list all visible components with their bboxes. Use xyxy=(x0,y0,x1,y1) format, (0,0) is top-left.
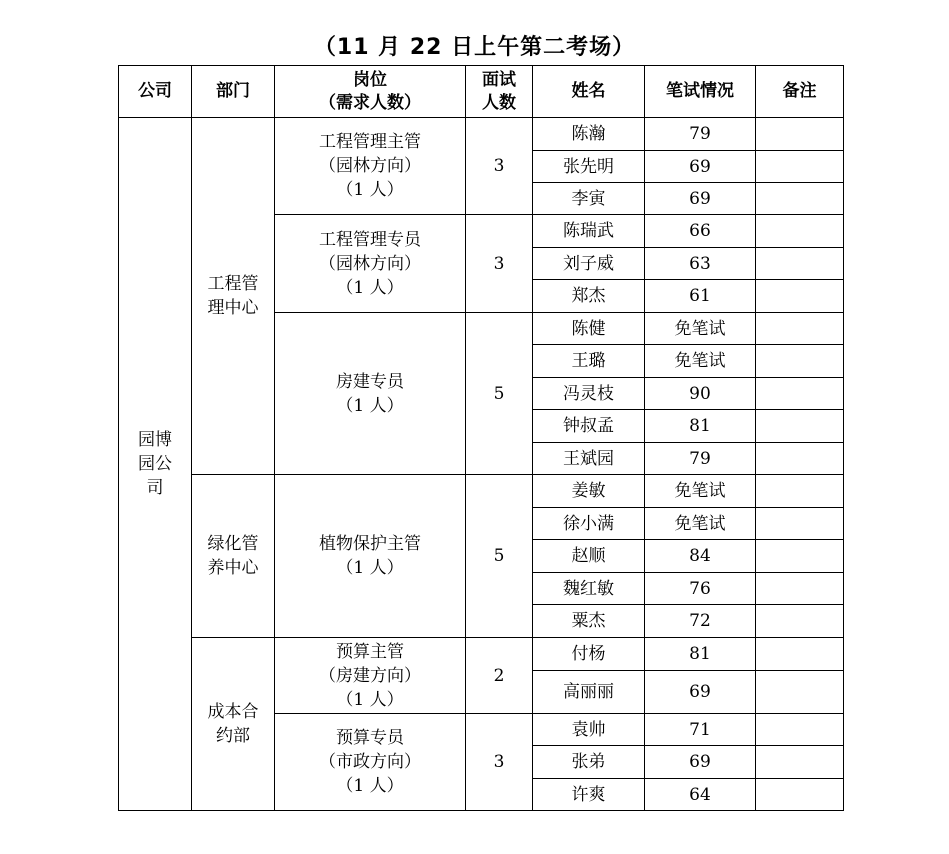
position-cell: 预算专员 （市政方向） （1 人） xyxy=(275,714,466,811)
candidate-name: 魏红敏 xyxy=(533,573,645,605)
candidate-name: 冯灵枝 xyxy=(533,378,645,410)
header-department: 部门 xyxy=(192,66,275,118)
candidate-remark xyxy=(756,248,844,280)
position-cell: 植物保护主管 （1 人） xyxy=(275,475,466,638)
candidate-name: 张先明 xyxy=(533,151,645,183)
header-remark: 备注 xyxy=(756,66,844,118)
interview-count-cell: 5 xyxy=(466,475,533,638)
candidate-name: 徐小满 xyxy=(533,508,645,540)
candidate-score: 免笔试 xyxy=(645,475,756,508)
interview-count-cell: 3 xyxy=(466,215,533,313)
candidate-score: 76 xyxy=(645,573,756,605)
candidate-name: 高丽丽 xyxy=(533,671,645,714)
candidate-remark xyxy=(756,508,844,540)
candidate-remark xyxy=(756,779,844,811)
position-cell: 房建专员 （1 人） xyxy=(275,313,466,475)
candidate-score: 免笔试 xyxy=(645,345,756,378)
interview-count-cell: 3 xyxy=(466,714,533,811)
candidate-name: 刘子威 xyxy=(533,248,645,280)
candidate-score: 69 xyxy=(645,746,756,779)
candidate-remark xyxy=(756,345,844,378)
header-row xyxy=(119,66,844,118)
department-cell: 成本合 约部 xyxy=(192,638,275,811)
candidate-name: 赵顺 xyxy=(533,540,645,573)
candidate-name: 李寅 xyxy=(533,183,645,215)
candidate-remark xyxy=(756,280,844,313)
company-cell: 园博 园公 司 xyxy=(119,118,192,811)
candidate-score: 71 xyxy=(645,714,756,746)
candidate-remark xyxy=(756,638,844,671)
candidate-name: 王璐 xyxy=(533,345,645,378)
header-interview-count: 面试 人数 xyxy=(466,66,533,118)
candidate-name: 粟杰 xyxy=(533,605,645,638)
candidate-name: 王斌园 xyxy=(533,443,645,475)
position-cell: 预算主管 （房建方向） （1 人） xyxy=(275,638,466,714)
page-title: （11 月 22 日上午第二考场） xyxy=(313,35,636,60)
candidate-score: 免笔试 xyxy=(645,508,756,540)
candidate-name: 许爽 xyxy=(533,779,645,811)
interview-count-cell: 5 xyxy=(466,313,533,475)
candidate-remark xyxy=(756,671,844,714)
candidate-remark xyxy=(756,540,844,573)
candidate-score: 63 xyxy=(645,248,756,280)
department-cell: 绿化管 养中心 xyxy=(192,475,275,638)
candidate-remark xyxy=(756,118,844,151)
table-row xyxy=(119,638,844,671)
position-cell: 工程管理专员 （园林方向） （1 人） xyxy=(275,215,466,313)
interview-count-cell: 3 xyxy=(466,118,533,215)
candidate-score: 69 xyxy=(645,151,756,183)
candidate-name: 姜敏 xyxy=(533,475,645,508)
candidate-score: 61 xyxy=(645,280,756,313)
table-row xyxy=(119,118,844,151)
exam-table xyxy=(118,65,844,811)
interview-count-cell: 2 xyxy=(466,638,533,714)
candidate-score: 79 xyxy=(645,443,756,475)
candidate-name: 陈健 xyxy=(533,313,645,345)
candidate-score: 72 xyxy=(645,605,756,638)
candidate-remark xyxy=(756,378,844,410)
candidate-remark xyxy=(756,475,844,508)
candidate-score: 81 xyxy=(645,638,756,671)
candidate-remark xyxy=(756,443,844,475)
candidate-remark xyxy=(756,183,844,215)
header-written-test: 笔试情况 xyxy=(645,66,756,118)
candidate-name: 袁帅 xyxy=(533,714,645,746)
header-position: 岗位 （需求人数） xyxy=(275,66,466,118)
candidate-score: 免笔试 xyxy=(645,313,756,345)
position-cell: 工程管理主管 （园林方向） （1 人） xyxy=(275,118,466,215)
table-row xyxy=(119,475,844,508)
candidate-remark xyxy=(756,746,844,779)
candidate-score: 69 xyxy=(645,183,756,215)
department-cell: 工程管 理中心 xyxy=(192,118,275,475)
candidate-score: 90 xyxy=(645,378,756,410)
candidate-name: 陈瀚 xyxy=(533,118,645,151)
candidate-remark xyxy=(756,313,844,345)
candidate-name: 付杨 xyxy=(533,638,645,671)
candidate-remark xyxy=(756,410,844,443)
candidate-score: 84 xyxy=(645,540,756,573)
header-name: 姓名 xyxy=(533,66,645,118)
candidate-name: 张弟 xyxy=(533,746,645,779)
candidate-remark xyxy=(756,573,844,605)
candidate-score: 64 xyxy=(645,779,756,811)
candidate-remark xyxy=(756,151,844,183)
candidate-remark xyxy=(756,605,844,638)
candidate-score: 79 xyxy=(645,118,756,151)
candidate-name: 郑杰 xyxy=(533,280,645,313)
candidate-score: 66 xyxy=(645,215,756,248)
candidate-remark xyxy=(756,215,844,248)
header-company: 公司 xyxy=(119,66,192,118)
candidate-remark xyxy=(756,714,844,746)
candidate-score: 69 xyxy=(645,671,756,714)
candidate-score: 81 xyxy=(645,410,756,443)
candidate-name: 陈瑞武 xyxy=(533,215,645,248)
candidate-name: 钟叔孟 xyxy=(533,410,645,443)
